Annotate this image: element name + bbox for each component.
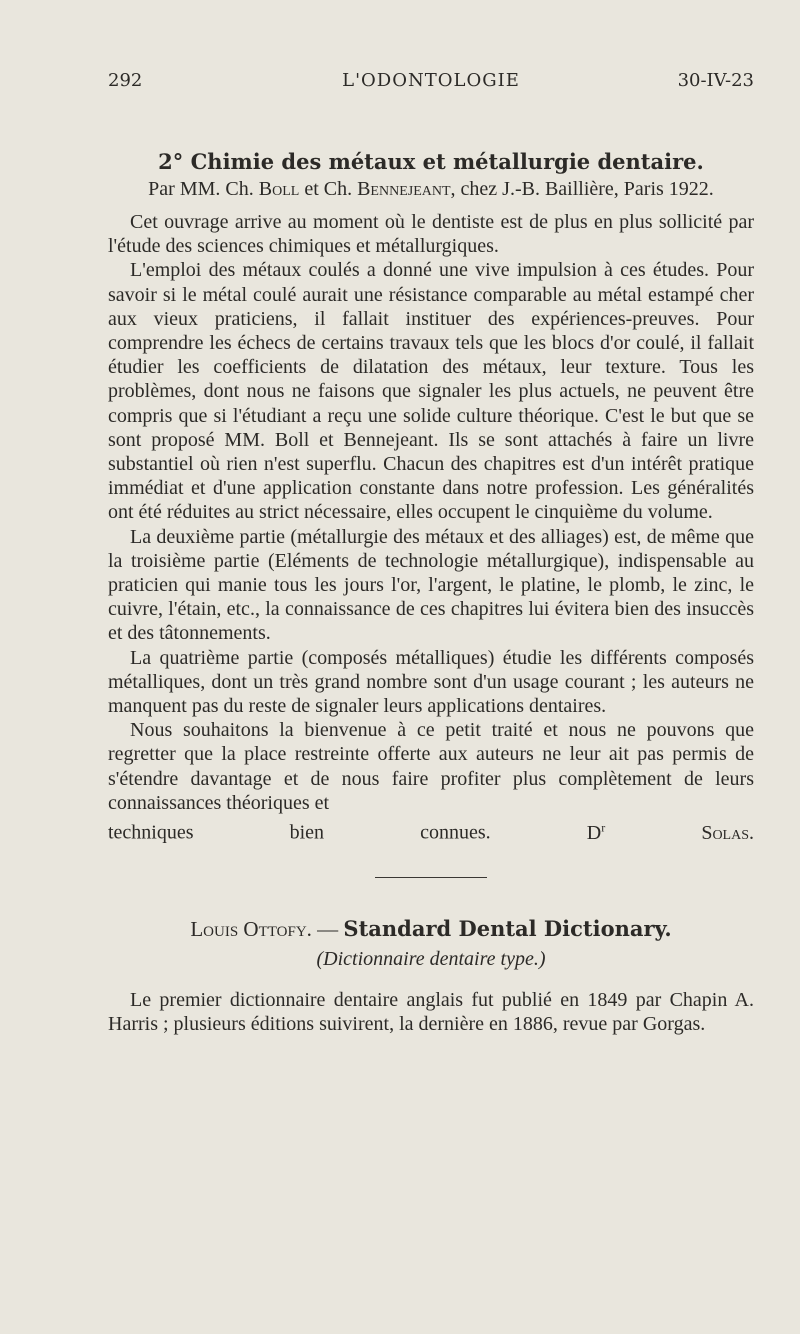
review-1-title: 2° Chimie des métaux et métallurgie dentaire. bbox=[158, 149, 704, 174]
author-bennejeant: Bennejeant bbox=[357, 178, 451, 200]
review-2-author: Louis Ottofy. bbox=[190, 916, 312, 941]
review-1-paragraph: L'emploi des métaux coulés a donné une vive impulsion à ces études. Pour savoir si le métal coulé aurait une résistance comparable au métal estampé cher aux vieux praticiens, il fallait instituer des expériences-preuves. Pour comprendre les échecs de certains travaux tels que les blocs d'or coulé, il fallait étudier les coefficients de dilatation des métaux, leur texture. Tous les problèmes, dont nous ne faisons que signaler les plus actuels, ne peuvent être compris que si l'étudiant a reçu une solide culture théorique. C'est le but que se sont proposé MM. Boll et Bennejeant. Ils se sont attachés à faire un livre substantiel où rien n'est superflu. Chacun des chapitres est d'un intérêt pratique immédiat et d'une application constante dans notre profession. Les généralités ont été réduites au strict nécessaire, elles occupent le cinquième du volume. bbox=[108, 259, 754, 524]
review-2-paragraph: Le premier dictionnaire dentaire anglais fut publié en 1849 par Chapin A. Harris ; plusieurs éditions suivirent, la dernière en 1886, revue par Gorgas. bbox=[108, 988, 754, 1036]
review-1-paragraph: La deuxième partie (métallurgie des métaux et des alliages) est, de même que la troisième partie (Eléments de technologie métallurgique), indispensable au praticien qui manie tous les jours l'or, l'argent, le platine, le plomb, le zinc, le cuivre, l'étain, etc., la connaissance de ces chapitres lui évitera bien des insuccès et des tâtonnements. bbox=[108, 525, 754, 645]
author-boll: Boll bbox=[258, 178, 300, 200]
byline-prefix: Par MM. Ch. bbox=[148, 178, 254, 200]
review-1-paragraph: Nous souhaitons la bienvenue à ce petit traité et nous ne pouvons que regretter que la place restreinte offerte aux auteurs ne leur ait pas permis de s'étendre davantage et de nous faire profiter plus complètement de leurs connaissances théoriques et bbox=[108, 719, 754, 814]
signature: $D^r$ Solas. bbox=[586, 820, 755, 844]
byline-mid: et Ch. bbox=[304, 178, 353, 200]
issue-date: 30-IV-23 bbox=[677, 70, 754, 91]
section-divider bbox=[375, 877, 487, 878]
closing-text: techniques bien connues. bbox=[108, 821, 491, 844]
running-header bbox=[108, 70, 754, 100]
title-dash: — bbox=[317, 916, 339, 941]
review-1-closing-line bbox=[108, 815, 754, 845]
review-1-byline bbox=[108, 176, 754, 202]
review-1-paragraph: Cet ouvrage arrive au moment où le dentiste est de plus en plus sollicité par l'étude des sciences chimiques et métallurgiques. bbox=[108, 211, 754, 258]
review-2-title bbox=[108, 914, 754, 944]
byline-suffix: , chez J.-B. Baillière, Paris 1922. bbox=[450, 178, 714, 200]
review-1-paragraph: La quatrième partie (composés métalliques) étudie les différents composés métalliques, dont un très grand nombre sont d'un usage courant ; les auteurs ne manquent pas du reste de signaler leurs applications dentaires. bbox=[108, 646, 754, 718]
page-number: 292 bbox=[108, 70, 143, 91]
review-2-book-title: Standard Dental Dictionary. bbox=[343, 915, 672, 941]
review-2-subtitle: (Dictionnaire dentaire type.) bbox=[316, 947, 546, 970]
journal-title: L'ODONTOLOGIE bbox=[342, 70, 520, 91]
page-content bbox=[108, 148, 754, 1036]
